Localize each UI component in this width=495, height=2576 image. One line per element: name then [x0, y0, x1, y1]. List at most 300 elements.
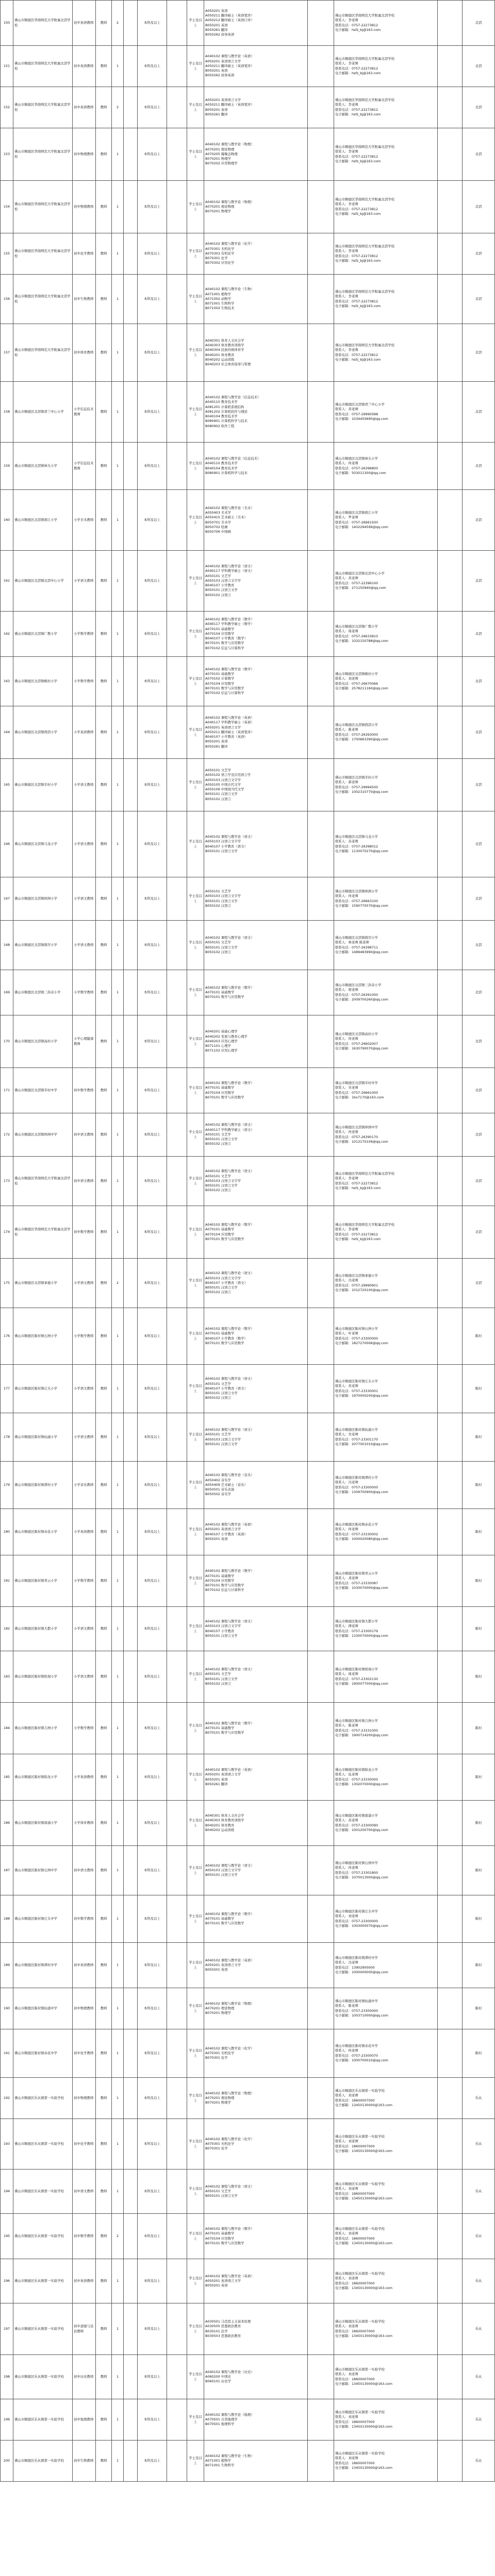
contact-info: 佛山市顺德区陈村镇石洲小学 联系人：叶老师 联系电话：0757-23300000 电子邮箱：1827270006@qq.com	[334, 1308, 438, 1365]
major-requirement: A050201 英语语言文学 A050211 翻译硕士（英语笔译） B050201 英语 B050261 翻译	[204, 87, 308, 128]
degree-requirement: 学士及以上	[187, 2119, 204, 2170]
district-note: 北滘	[463, 551, 495, 612]
district-note: 乐从	[463, 2441, 495, 2482]
school-name: 佛山市顺德区北滘镇北滘中心小学	[13, 551, 73, 612]
empty-cell	[124, 1703, 138, 1754]
degree-requirement: 学士及以上	[187, 1555, 204, 1607]
empty-cell	[308, 1068, 334, 1113]
contact-info: 佛山市顺德区北滘镇莘村中学 联系人：吴老师 联系电话：0757-26661000 电子邮箱：1bx7170@163.com	[334, 1068, 438, 1113]
post-title: 初中生物教师	[73, 2441, 96, 2482]
empty-cell	[167, 1308, 187, 1365]
school-name: 佛山市顺德区乐从镇第一实验学校	[13, 2078, 73, 2119]
education-requirement: 本科及以上	[138, 1015, 167, 1068]
post-title: 初中体育教师	[73, 324, 96, 382]
major-requirement: A040102 课程与教学论（物理） A070201 理论物理 B070201 物理学	[204, 1988, 308, 2029]
table-row	[1, 2078, 495, 2119]
district-note: 陈村	[463, 1846, 495, 1895]
empty-cell	[438, 1846, 463, 1895]
empty-cell	[124, 1462, 138, 1509]
table-row	[1, 1651, 495, 1703]
empty-cell	[308, 2441, 334, 2482]
headcount: 1	[112, 2355, 124, 2399]
empty-cell	[438, 1113, 463, 1157]
table-row	[1, 612, 495, 657]
contact-info: 佛山市顺德区华南师范大学附属北滘学校 联系人：李老师 联系电话：0757-22273812 电子邮箱：hsfz_bj@163.com	[334, 128, 438, 181]
contact-info: 佛山市顺德区华南师范大学附属北滘学校 联系人：李老师 联系电话：0757-22273812 电子邮箱：hsfz_bj@163.com	[334, 1, 438, 46]
empty-cell	[308, 1988, 334, 2029]
post-title: 小学语文教师	[73, 1607, 96, 1651]
education-requirement: 本科及以上	[138, 1365, 167, 1413]
district-note: 乐从	[463, 2355, 495, 2399]
major-requirement: A040102 课程与教学论（数学） A070101 基础数学 A070104 应用数学 B070101 数学与应用数学	[204, 1206, 308, 1259]
school-name: 佛山市顺德区陈村镇南涌小学	[13, 1801, 73, 1846]
degree-requirement: 学士及以上	[187, 1206, 204, 1259]
school-name: 佛山市顺德区华南师范大学附属北滘学校	[13, 233, 73, 275]
post-title: 小学英语教师	[73, 706, 96, 759]
district-note: 北滘	[463, 490, 495, 551]
empty-cell	[438, 1157, 463, 1206]
post-category: 教师	[96, 1555, 112, 1607]
row-number: 183	[1, 1651, 13, 1703]
empty-cell	[438, 2029, 463, 2078]
row-number: 189	[1, 1943, 13, 1988]
school-name: 佛山市顺德区北滘镇三洪奇小学	[13, 970, 73, 1015]
post-title: 小学数学教师	[73, 1703, 96, 1754]
empty-cell	[308, 657, 334, 706]
post-title: 小学语文教师	[73, 921, 96, 970]
post-title: 初中化学教师	[73, 233, 96, 275]
table-row	[1, 1259, 495, 1308]
education-requirement: 本科及以上	[138, 382, 167, 443]
headcount: 1	[112, 443, 124, 490]
post-title: 小学数学教师	[73, 1555, 96, 1607]
contact-info: 佛山市顺德区北滘镇林头小学 联系人：何老师 联系电话：0757-26396800 电子邮箱：503011300@qq.com	[334, 443, 438, 490]
degree-requirement: 学士及以上	[187, 811, 204, 877]
empty-cell	[124, 706, 138, 759]
school-name: 佛山市顺德区陈村镇仙涌小学	[13, 1413, 73, 1462]
school-name: 佛山市顺德区北滘镇高村小学	[13, 1015, 73, 1068]
headcount: 1	[112, 181, 124, 233]
contact-info: 佛山市顺德区陈村镇潭村小学 联系人：冯老师 联系电话：0757-23300000 电子邮箱：1309700900@qq.com	[334, 1462, 438, 1509]
education-requirement: 本科及以上	[138, 2119, 167, 2170]
row-number: 167	[1, 877, 13, 921]
table-row	[1, 2214, 495, 2259]
empty-cell	[308, 706, 334, 759]
degree-requirement: 学士及以上	[187, 2029, 204, 2078]
school-name: 佛山市顺德区陈村镇庄头小学	[13, 1365, 73, 1413]
degree-requirement: 学士及以上	[187, 1607, 204, 1651]
row-number: 178	[1, 1413, 13, 1462]
empty-cell	[124, 1988, 138, 2029]
school-name: 佛山市顺德区北滘镇马龙小学	[13, 811, 73, 877]
education-requirement: 本科及以上	[138, 1113, 167, 1157]
empty-cell	[167, 382, 187, 443]
post-title: 初中语文教师	[73, 1157, 96, 1206]
headcount: 1	[112, 1206, 124, 1259]
empty-cell	[124, 1651, 138, 1703]
post-title: 初中化学教师	[73, 2029, 96, 2078]
headcount: 1	[112, 1988, 124, 2029]
contact-info: 佛山市顺德区陈村镇石洲中学 联系人：何老师 联系电话：0757-23301800 电子邮箱：1070013000@qq.com	[334, 1846, 438, 1895]
headcount: 1	[112, 2029, 124, 2078]
district-note: 北滘	[463, 128, 495, 181]
post-title: 小学美术教师	[73, 490, 96, 551]
major-requirement: A040102 课程与教学论（化学） A070301 无机化学 B070301 化学	[204, 2119, 308, 2170]
education-requirement: 本科及以上	[138, 1068, 167, 1113]
post-category: 教师	[96, 706, 112, 759]
post-category: 教师	[96, 2441, 112, 2482]
post-title: 小学语文教师	[73, 1365, 96, 1413]
row-number: 193	[1, 2119, 13, 2170]
degree-requirement: 学士及以上	[187, 706, 204, 759]
row-number: 186	[1, 1801, 13, 1846]
empty-cell	[124, 1206, 138, 1259]
empty-cell	[438, 382, 463, 443]
post-category: 教师	[96, 233, 112, 275]
headcount: 1	[112, 1651, 124, 1703]
district-note: 北滘	[463, 1, 495, 46]
row-number: 152	[1, 87, 13, 128]
degree-requirement: 学士及以上	[187, 1895, 204, 1943]
empty-cell	[167, 1068, 187, 1113]
row-number: 150	[1, 1, 13, 46]
empty-cell	[438, 2170, 463, 2214]
contact-info: 佛山市顺德区北滘镇坤洲中学 联系人：何老师 联系电话：0757-26390170 电子邮箱：1013170109@qq.com	[334, 1113, 438, 1157]
empty-cell	[124, 1943, 138, 1988]
school-name: 佛山市顺德区北滘镇西滘小学	[13, 706, 73, 759]
empty-cell	[438, 970, 463, 1015]
post-title: 初中英语教师	[73, 2259, 96, 2303]
empty-cell	[167, 657, 187, 706]
post-category: 教师	[96, 2029, 112, 2078]
empty-cell	[308, 1607, 334, 1651]
post-title: 初中数学教师	[73, 1895, 96, 1943]
headcount: 1	[112, 1703, 124, 1754]
empty-cell	[124, 1895, 138, 1943]
table-row	[1, 706, 495, 759]
table-row	[1, 1846, 495, 1895]
major-requirement: A040102 课程与教学论（数学） A040117 学科教学硕士（数学） A070101 基础数学 A070104 应用数学 B040107 小学教育（数学） B070101 数学与应用数学 B070102 信息与计算科学	[204, 612, 308, 657]
district-note: 陈村	[463, 1801, 495, 1846]
empty-cell	[124, 551, 138, 612]
district-note: 北滘	[463, 443, 495, 490]
empty-cell	[167, 970, 187, 1015]
row-number: 162	[1, 612, 13, 657]
empty-cell	[167, 2119, 187, 2170]
post-title: 初中化学教师	[73, 2119, 96, 2170]
education-requirement: 本科及以上	[138, 1259, 167, 1308]
post-category: 教师	[96, 275, 112, 324]
headcount: 1	[112, 1509, 124, 1555]
contact-info: 佛山市顺德区北滘镇承德小学 联系人：冯老师 联系电话：0757-29990601 电子邮箱：1012720100@qq.com	[334, 1259, 438, 1308]
district-note: 乐从	[463, 2303, 495, 2355]
school-name: 佛山市顺德区陈村镇石洲中学	[13, 1846, 73, 1895]
school-name: 佛山市顺德区陈村镇吉洲小学	[13, 1703, 73, 1754]
headcount: 2	[112, 87, 124, 128]
major-requirement: A040102 课程与教学论（语文） A050101 文艺学 B050101 汉语言文学 B050102 汉语言	[204, 1651, 308, 1703]
degree-requirement: 学士及以上	[187, 1413, 204, 1462]
education-requirement: 本科及以上	[138, 2355, 167, 2399]
empty-cell	[308, 382, 334, 443]
headcount: 1	[112, 2170, 124, 2214]
district-note: 陈村	[463, 1462, 495, 1509]
empty-cell	[438, 877, 463, 921]
school-name: 佛山市顺德区乐从镇第一实验学校	[13, 2355, 73, 2399]
major-requirement: A040102 课程与教学论（英语） A050201 英语语言文学 B050201 英语	[204, 1943, 308, 1988]
headcount: 1	[112, 612, 124, 657]
table-row	[1, 921, 495, 970]
district-note: 陈村	[463, 1988, 495, 2029]
empty-cell	[167, 1113, 187, 1157]
empty-cell	[167, 1607, 187, 1651]
contact-info: 佛山市顺德区华南师范大学附属北滘学校 联系人：李老师 联系电话：0757-22273812 电子邮箱：hsfz_bj@163.com	[334, 275, 438, 324]
post-title: 初中数学教师	[73, 2214, 96, 2259]
empty-cell	[308, 1651, 334, 1703]
empty-cell	[438, 1703, 463, 1754]
empty-cell	[438, 1988, 463, 2029]
post-category: 教师	[96, 324, 112, 382]
contact-info: 佛山市顺德区华南师范大学附属北滘学校 联系人：李老师 联系电话：0757-22273812 电子邮箱：hsfz_bj@163.com	[334, 181, 438, 233]
row-number: 181	[1, 1555, 13, 1607]
major-requirement: A040102 课程与教学论（化学） A070301 无机化学 A070303 有机化学 B070301 化学 B070302 应用化学	[204, 233, 308, 275]
row-number: 182	[1, 1607, 13, 1651]
education-requirement: 本科及以上	[138, 1943, 167, 1988]
row-number: 185	[1, 1754, 13, 1801]
school-name: 佛山市顺德区北滘镇简岸小学	[13, 921, 73, 970]
post-title: 初中物理教师	[73, 181, 96, 233]
post-title: 小学语文教师	[73, 1413, 96, 1462]
empty-cell	[167, 1157, 187, 1206]
district-note: 陈村	[463, 1607, 495, 1651]
empty-cell	[167, 46, 187, 87]
district-note: 北滘	[463, 46, 495, 87]
empty-cell	[438, 1413, 463, 1462]
headcount: 1	[112, 1607, 124, 1651]
school-name: 佛山市顺德区陈村镇石洲小学	[13, 1308, 73, 1365]
row-number: 177	[1, 1365, 13, 1413]
row-number: 159	[1, 443, 13, 490]
major-requirement: A040102 课程与教学论（语文） A050101 文艺学 A050103 汉语言文字学 B050101 汉语言文学 B050102 汉语言	[204, 1157, 308, 1206]
post-category: 教师	[96, 1607, 112, 1651]
school-name: 佛山市顺德区华南师范大学附属北滘学校	[13, 128, 73, 181]
headcount: 1	[112, 551, 124, 612]
major-requirement: A040102 课程与教学论（数学） A070101 基础数学 A070104 应用数学 B070101 数学与应用数学 B070102 信息与计算科学	[204, 1555, 308, 1607]
empty-cell	[308, 87, 334, 128]
empty-cell	[124, 2355, 138, 2399]
district-note: 陈村	[463, 1555, 495, 1607]
contact-info: 佛山市顺德区北滘镇马龙小学 联系人：苏老师 联系电话：0757-26398012 电子邮箱：1130070270@qq.com	[334, 811, 438, 877]
table-row	[1, 1988, 495, 2029]
post-category: 教师	[96, 1943, 112, 1988]
major-requirement: A040102 课程与教学论（地理） A070501 自然地理学 B070501 地理科学	[204, 2399, 308, 2441]
post-category: 教师	[96, 490, 112, 551]
empty-cell	[124, 612, 138, 657]
post-title: 小学语文教师	[73, 551, 96, 612]
major-requirement: A040102 课程与教学论（数学） A070101 基础数学 A070102 计算数学 A070104 应用数学 B070101 数学与应用数学 B070102 信息与计算科学	[204, 657, 308, 706]
empty-cell	[124, 970, 138, 1015]
row-number: 191	[1, 2029, 13, 2078]
school-name: 佛山市顺德区陈村镇仙涌中学	[13, 1988, 73, 2029]
empty-cell	[124, 1, 138, 46]
education-requirement: 本科及以上	[138, 921, 167, 970]
empty-cell	[124, 2303, 138, 2355]
education-requirement: 本科及以上	[138, 1308, 167, 1365]
table-row	[1, 1509, 495, 1555]
empty-cell	[124, 181, 138, 233]
degree-requirement: 学士及以上	[187, 2355, 204, 2399]
row-number: 187	[1, 1846, 13, 1895]
table-row	[1, 382, 495, 443]
empty-cell	[438, 811, 463, 877]
empty-cell	[438, 2441, 463, 2482]
post-category: 教师	[96, 2214, 112, 2259]
empty-cell	[308, 759, 334, 811]
district-note: 北滘	[463, 1068, 495, 1113]
degree-requirement: 学士及以上	[187, 2214, 204, 2259]
table-row	[1, 657, 495, 706]
empty-cell	[167, 1413, 187, 1462]
major-requirement: A050101 文艺学 A050102 语言学及应用语言学 A050103 汉语言文字学 A050105 中国古代文学 A050106 中国现当代文学 B050101 汉语言文学 B050102 汉语言	[204, 759, 308, 811]
post-category: 教师	[96, 657, 112, 706]
degree-requirement: 学士及以上	[187, 128, 204, 181]
degree-requirement: 学士及以上	[187, 46, 204, 87]
empty-cell	[124, 759, 138, 811]
row-number: 196	[1, 2259, 13, 2303]
degree-requirement: 学士及以上	[187, 181, 204, 233]
empty-cell	[124, 1555, 138, 1607]
major-requirement: A040102 课程与教学论（数学） A070101 基础数学 B040107 小学教育（数学） B070101 数学与应用数学	[204, 1308, 308, 1365]
headcount: 1	[112, 275, 124, 324]
education-requirement: 本科及以上	[138, 443, 167, 490]
education-requirement: 本科及以上	[138, 1801, 167, 1846]
school-name: 佛山市顺德区陈村镇赤花中学	[13, 2029, 73, 2078]
school-name: 佛山市顺德区乐从镇第一实验学校	[13, 2214, 73, 2259]
education-requirement: 本科及以上	[138, 2441, 167, 2482]
contact-info: 佛山市顺德区乐从镇第一实验学校 联系人：刘老师 联系电话：18600007000 电子邮箱：13450130000@163.com	[334, 2119, 438, 2170]
post-category: 教师	[96, 2303, 112, 2355]
contact-info: 佛山市顺德区乐从镇第一实验学校 联系人：刘老师 联系电话：18600007000 电子邮箱：13450130000@163.com	[334, 2170, 438, 2214]
major-requirement: A040102 课程与教学论（音乐） A050402 音乐学 A050409 艺术硕士（音乐） B050501 音乐表演 B050502 音乐学	[204, 1462, 308, 1509]
education-requirement: 本科及以上	[138, 2399, 167, 2441]
table-row	[1, 1895, 495, 1943]
empty-cell	[308, 1943, 334, 1988]
school-name: 佛山市顺德区华南师范大学附属北滘学校	[13, 181, 73, 233]
empty-cell	[308, 1365, 334, 1413]
post-title: 小学信息技术教师	[73, 382, 96, 443]
empty-cell	[438, 128, 463, 181]
contact-info: 佛山市顺德区乐从镇第一实验学校 联系人：刘老师 联系电话：18600007000 电子邮箱：13450130000@163.com	[334, 2399, 438, 2441]
district-note: 北滘	[463, 382, 495, 443]
row-number: 161	[1, 551, 13, 612]
empty-cell	[124, 46, 138, 87]
school-name: 佛山市顺德区陈村镇青云小学	[13, 1555, 73, 1607]
empty-cell	[438, 2303, 463, 2355]
empty-cell	[308, 2303, 334, 2355]
contact-info: 佛山市顺德区北滘镇坤洲小学 联系人：何老师 联系电话：0757-26663100 电子邮箱：1590770570@qq.com	[334, 877, 438, 921]
table-row	[1, 1365, 495, 1413]
empty-cell	[167, 128, 187, 181]
contact-info: 佛山市顺德区陈村镇南涌小学 联系人：苏老师 联系电话：0757-23300090 电子邮箱：1001200700@qq.com	[334, 1801, 438, 1846]
education-requirement: 本科及以上	[138, 1651, 167, 1703]
education-requirement: 本科及以上	[138, 1607, 167, 1651]
major-requirement: A040102 课程与教学论（英语） A040117 学科教学硕士（英语） A050201 英语语言文学 A050211 翻译硕士（英语笔译） B040107 小学教育（英语） B050201 英语 B050261 翻译	[204, 706, 308, 759]
contact-info: 佛山市顺德区乐从镇第一实验学校 联系人：刘老师 联系电话：18600007000 电子邮箱：13450130000@163.com	[334, 2303, 438, 2355]
empty-cell	[167, 87, 187, 128]
empty-cell	[438, 657, 463, 706]
post-title: 小学英语教师	[73, 1509, 96, 1555]
row-number: 192	[1, 2078, 13, 2119]
district-note: 乐从	[463, 2259, 495, 2303]
empty-cell	[438, 706, 463, 759]
district-note: 北滘	[463, 970, 495, 1015]
education-requirement: 本科及以上	[138, 46, 167, 87]
school-name: 佛山市顺德区北滘镇君兰中心小学	[13, 382, 73, 443]
headcount: 1	[112, 1943, 124, 1988]
empty-cell	[438, 551, 463, 612]
table-row	[1, 1015, 495, 1068]
empty-cell	[167, 1895, 187, 1943]
major-requirement: A040102 课程与教学论（英语） A050201 英语语言文学 B050201 英语	[204, 2259, 308, 2303]
school-name: 佛山市顺德区陈村镇锦龙小学	[13, 1754, 73, 1801]
contact-info: 佛山市顺德区北滘镇莘村小学 联系人：郭老师 联系电话：0757-29994500 电子邮箱：1002310770@qq.com	[334, 759, 438, 811]
education-requirement: 本科及以上	[138, 811, 167, 877]
empty-cell	[308, 1703, 334, 1754]
empty-cell	[167, 490, 187, 551]
row-number: 197	[1, 2303, 13, 2355]
post-category: 教师	[96, 1259, 112, 1308]
empty-cell	[438, 324, 463, 382]
major-requirement: A040102 课程与教学论（物理） A070201 理论物理 B070201 物理学	[204, 181, 308, 233]
contact-info: 佛山市顺德区陈村镇仙涌小学 联系人：吴老师 联系电话：0757-23301170 电子邮箱：2077001010@qq.com	[334, 1413, 438, 1462]
row-number: 157	[1, 324, 13, 382]
empty-cell	[308, 551, 334, 612]
post-category: 教师	[96, 128, 112, 181]
empty-cell	[308, 128, 334, 181]
headcount: 1	[112, 1555, 124, 1607]
post-category: 教师	[96, 970, 112, 1015]
major-requirement: A040102 课程与教学论（语文） A050103 汉语言文字学 B040107 小学教育 B050101 汉语言文学	[204, 1607, 308, 1651]
headcount: 1	[112, 46, 124, 87]
empty-cell	[438, 2399, 463, 2441]
degree-requirement: 学士及以上	[187, 921, 204, 970]
headcount: 1	[112, 1157, 124, 1206]
empty-cell	[308, 2259, 334, 2303]
district-note: 陈村	[463, 1754, 495, 1801]
school-name: 佛山市顺德区陈村镇赤花小学	[13, 1509, 73, 1555]
headcount: 1	[112, 1413, 124, 1462]
empty-cell	[438, 1365, 463, 1413]
row-number: 198	[1, 2355, 13, 2399]
headcount: 1	[112, 2119, 124, 2170]
table-row	[1, 1, 495, 46]
post-category: 教师	[96, 1509, 112, 1555]
table-row	[1, 1607, 495, 1651]
post-category: 教师	[96, 1015, 112, 1068]
post-title: 小学数学教师	[73, 970, 96, 1015]
post-title: 小学数学教师	[73, 612, 96, 657]
major-requirement: A050201 英语 A050211 翻译硕士（英语笔译） A050212 翻译硕士（英语口译） B050201 英语 B050261 翻译 B050262 商务英语	[204, 1, 308, 46]
major-requirement: A040102 课程与教学论（物理） A070201 理论物理 A070205 凝聚态物理 B070201 物理学 B070202 应用物理学	[204, 128, 308, 181]
education-requirement: 本科及以上	[138, 877, 167, 921]
post-category: 教师	[96, 181, 112, 233]
contact-info: 佛山市顺德区北滘镇三洪奇小学 联系人：梁老师 联系电话：0757-26391000 电子邮箱：2009700260@qq.com	[334, 970, 438, 1015]
empty-cell	[308, 1895, 334, 1943]
table-row	[1, 1206, 495, 1259]
major-requirement: A040102 课程与教学论（语文） A050103 汉语言文字学 B040107 小学教育（语文） B050101 汉语言文学	[204, 811, 308, 877]
empty-cell	[308, 1754, 334, 1801]
major-requirement: A040102 课程与教学论（信息技术） A040110 教育技术学 B040104 教育技术学 B080901 计算机科学与技术	[204, 443, 308, 490]
row-number: 165	[1, 759, 13, 811]
